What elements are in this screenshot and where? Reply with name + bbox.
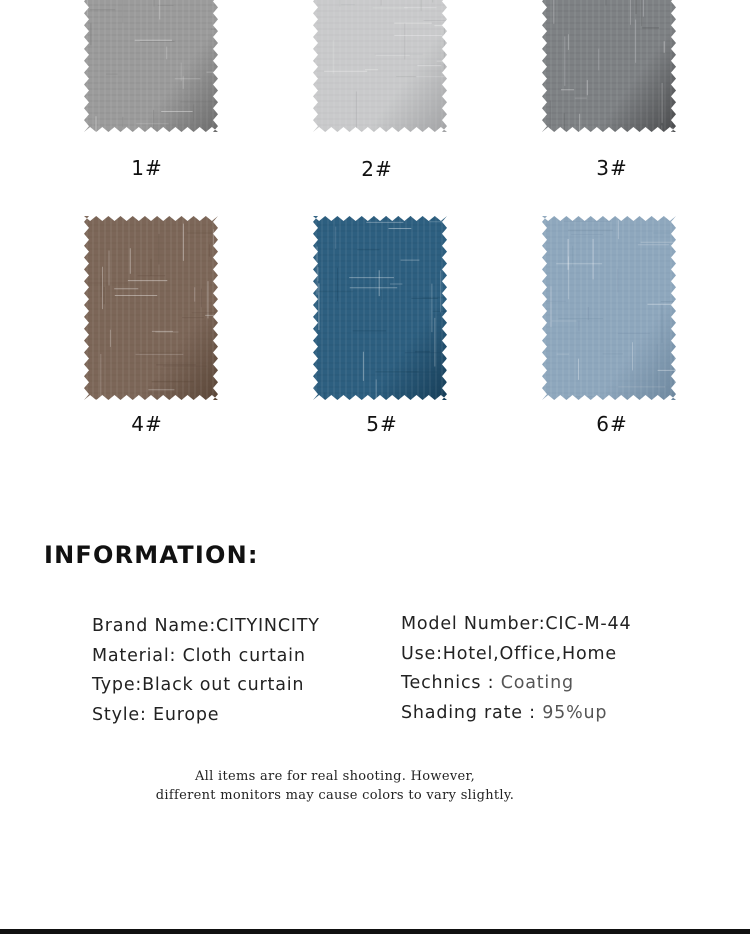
info-value: 95%up [542, 702, 608, 723]
fabric-swatch-5-image [313, 216, 447, 400]
swatch-4 [84, 216, 218, 400]
info-value: Black out curtain [142, 675, 305, 695]
info-key: Use: [401, 643, 443, 664]
swatch-label-1: 1# [131, 156, 163, 180]
info-key: Model Number: [401, 614, 546, 634]
swatch-label-6: 6# [596, 412, 628, 436]
info-key: Type: [92, 675, 143, 695]
info-value: Coating [500, 673, 574, 693]
fabric-texture [84, 0, 218, 132]
bottom-divider [0, 929, 750, 934]
info-right-column [401, 610, 631, 728]
fabric-swatch-3-image [542, 0, 676, 132]
fabric-swatch-2-image [313, 0, 447, 132]
info-key: Technics : [401, 673, 501, 693]
info-key: Style: [92, 704, 154, 725]
info-row-technics [401, 669, 631, 699]
information-heading: INFORMATION: [44, 541, 259, 569]
info-row-use [401, 640, 631, 670]
swatch-5 [313, 216, 447, 400]
fabric-texture [313, 216, 447, 400]
swatch-3 [542, 0, 676, 132]
swatch-2 [313, 0, 447, 132]
info-row-style [92, 701, 320, 731]
swatch-label-5: 5# [366, 412, 398, 436]
fabric-texture [542, 216, 676, 400]
info-key: Brand Name: [92, 616, 217, 636]
info-row-shading-rate [401, 699, 631, 729]
info-row-brand-name [92, 612, 320, 642]
fabric-swatch-4-image [84, 216, 218, 400]
fabric-texture [542, 0, 676, 132]
info-value: CIC-M-44 [545, 614, 632, 634]
info-key: Shading rate : [401, 702, 543, 723]
swatch-label-3: 3# [596, 156, 628, 180]
fabric-swatch-1-image [84, 0, 218, 132]
info-value: Europe [153, 704, 220, 725]
info-value: Cloth curtain [182, 645, 306, 666]
fabric-swatch-grid [0, 0, 750, 450]
swatch-label-2: 2# [361, 157, 393, 181]
note-line-2: different monitors may cause colors to vary slightly. [155, 788, 515, 803]
swatch-label-4: 4# [131, 412, 163, 436]
swatch-6 [542, 216, 676, 400]
swatch-1 [84, 0, 218, 132]
fabric-texture [84, 216, 218, 400]
color-disclaimer-note [0, 767, 670, 805]
info-row-type [92, 671, 320, 701]
info-value: CITYINCITY [216, 616, 320, 636]
info-key: Material: [92, 645, 183, 666]
info-row-material [92, 642, 320, 672]
note-line-1: All items are for real shooting. However, [194, 769, 476, 784]
fabric-swatch-6-image [542, 216, 676, 400]
fabric-texture [313, 0, 447, 132]
info-value: Hotel,Office,Home [442, 643, 617, 664]
info-row-model-number [401, 610, 631, 640]
info-left-column [92, 612, 320, 730]
